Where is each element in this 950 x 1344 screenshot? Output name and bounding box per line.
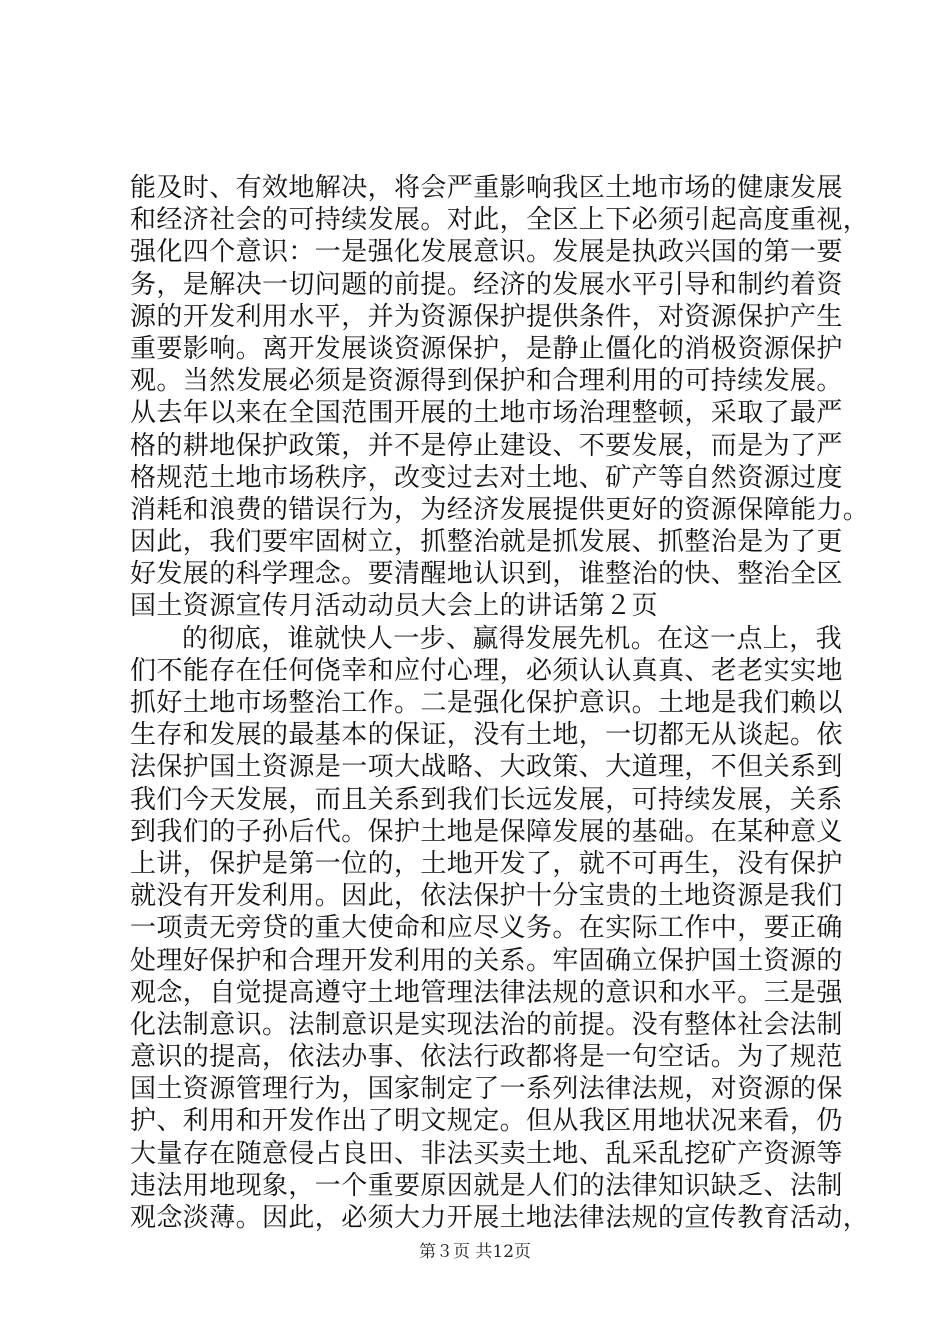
text-line: 护、利用和开发作出了明文规定。但从我区用地状况来看，仍	[130, 1106, 843, 1137]
text-line: 消耗和浪费的错误行为，为经济发展提供更好的资源保障能力。	[130, 494, 870, 525]
text-line: 一项责无旁贷的重大使命和应尽义务。在实际工作中，要正确	[130, 913, 843, 944]
text-line: 从去年以来在全国范围开展的土地市场治理整顿，采取了最严	[130, 398, 843, 429]
text-line: 抓好土地市场整治工作。二是强化保护意识。土地是我们赖以	[130, 688, 843, 718]
text-line: 务，是解决一切问题的前提。经济的发展水平引导和制约着资	[130, 269, 843, 300]
paragraph-start-line: 的彻底，谁就快人一步、赢得发展先机。在这一点上，我	[182, 623, 843, 654]
text-line: 源的开发利用水平，并为资源保护提供条件，对资源保护产生	[130, 301, 843, 332]
text-line: 们不能存在任何侥幸和应付心理，必须认认真真、老老实实地	[130, 655, 843, 686]
text-line: 格的耕地保护政策，并不是停止建设、不要发展，而是为了严	[130, 430, 843, 461]
text-line: 格规范土地市场秩序，改变过去对土地、矿产等自然资源过度	[130, 462, 843, 493]
text-line: 重要影响。离开发展谈资源保护，是静止僵化的消极资源保护	[130, 333, 843, 364]
text-line: 国土资源管理行为，国家制定了一系列法律法规，对资源的保	[130, 1074, 843, 1105]
text-line: 因此，我们要牢固树立，抓整治就是抓发展、抓整治是为了更	[130, 527, 843, 558]
text-line: 法保护国土资源是一项大战略、大政策、大道理，不但关系到	[130, 752, 843, 783]
text-line: 就没有开发利用。因此，依法保护十分宝贵的土地资源是我们	[130, 881, 843, 912]
body-text	[130, 172, 870, 1234]
text-line: 好发展的科学理念。要清醒地认识到，谁整治的快、整治全区	[130, 559, 843, 590]
text-line: 化法制意识。法制意识是实现法治的前提。没有整体社会法制	[130, 1009, 843, 1040]
text-line: 处理好保护和合理开发利用的关系。牢固确立保护国土资源的	[130, 945, 843, 976]
text-line: 和经济社会的可持续发展。对此，全区上下必须引起高度重视，	[130, 205, 870, 236]
page-number-footer: 第３页 共12页	[418, 1242, 532, 1262]
text-line: 违法用地现象，一个重要原因就是人们的法律知识缺乏、法制	[130, 1170, 843, 1201]
text-line: 上讲，保护是第一位的，土地开发了，就不可再生，没有保护	[130, 848, 843, 879]
text-line: 到我们的子孙后代。保护土地是保障发展的基础。在某种意义	[130, 816, 843, 847]
text-line: 能及时、有效地解决，将会严重影响我区土地市场的健康发展	[130, 173, 843, 203]
text-line: 生存和发展的最基本的保证，没有土地，一切都无从谈起。依	[130, 720, 843, 751]
text-line: 观念，自觉提高遵守土地管理法律法规的意识和水平。三是强	[130, 977, 843, 1008]
text-line: 国土资源宣传月活动动员大会上的讲话第２页	[130, 591, 659, 622]
text-line: 观念淡薄。因此，必须大力开展土地法律法规的宣传教育活动，	[130, 1203, 870, 1233]
text-line: 大量存在随意侵占良田、非法买卖土地、乱采乱挖矿产资源等	[130, 1138, 843, 1169]
text-line: 观。当然发展必须是资源得到保护和合理利用的可持续发展。	[130, 366, 843, 397]
text-line: 意识的提高，依法办事、依法行政都将是一句空话。为了规范	[130, 1042, 843, 1073]
text-line: 我们今天发展，而且关系到我们长远发展，可持续发展，关系	[130, 784, 843, 815]
text-line: 强化四个意识：一是强化发展意识。发展是执政兴国的第一要	[130, 237, 843, 268]
